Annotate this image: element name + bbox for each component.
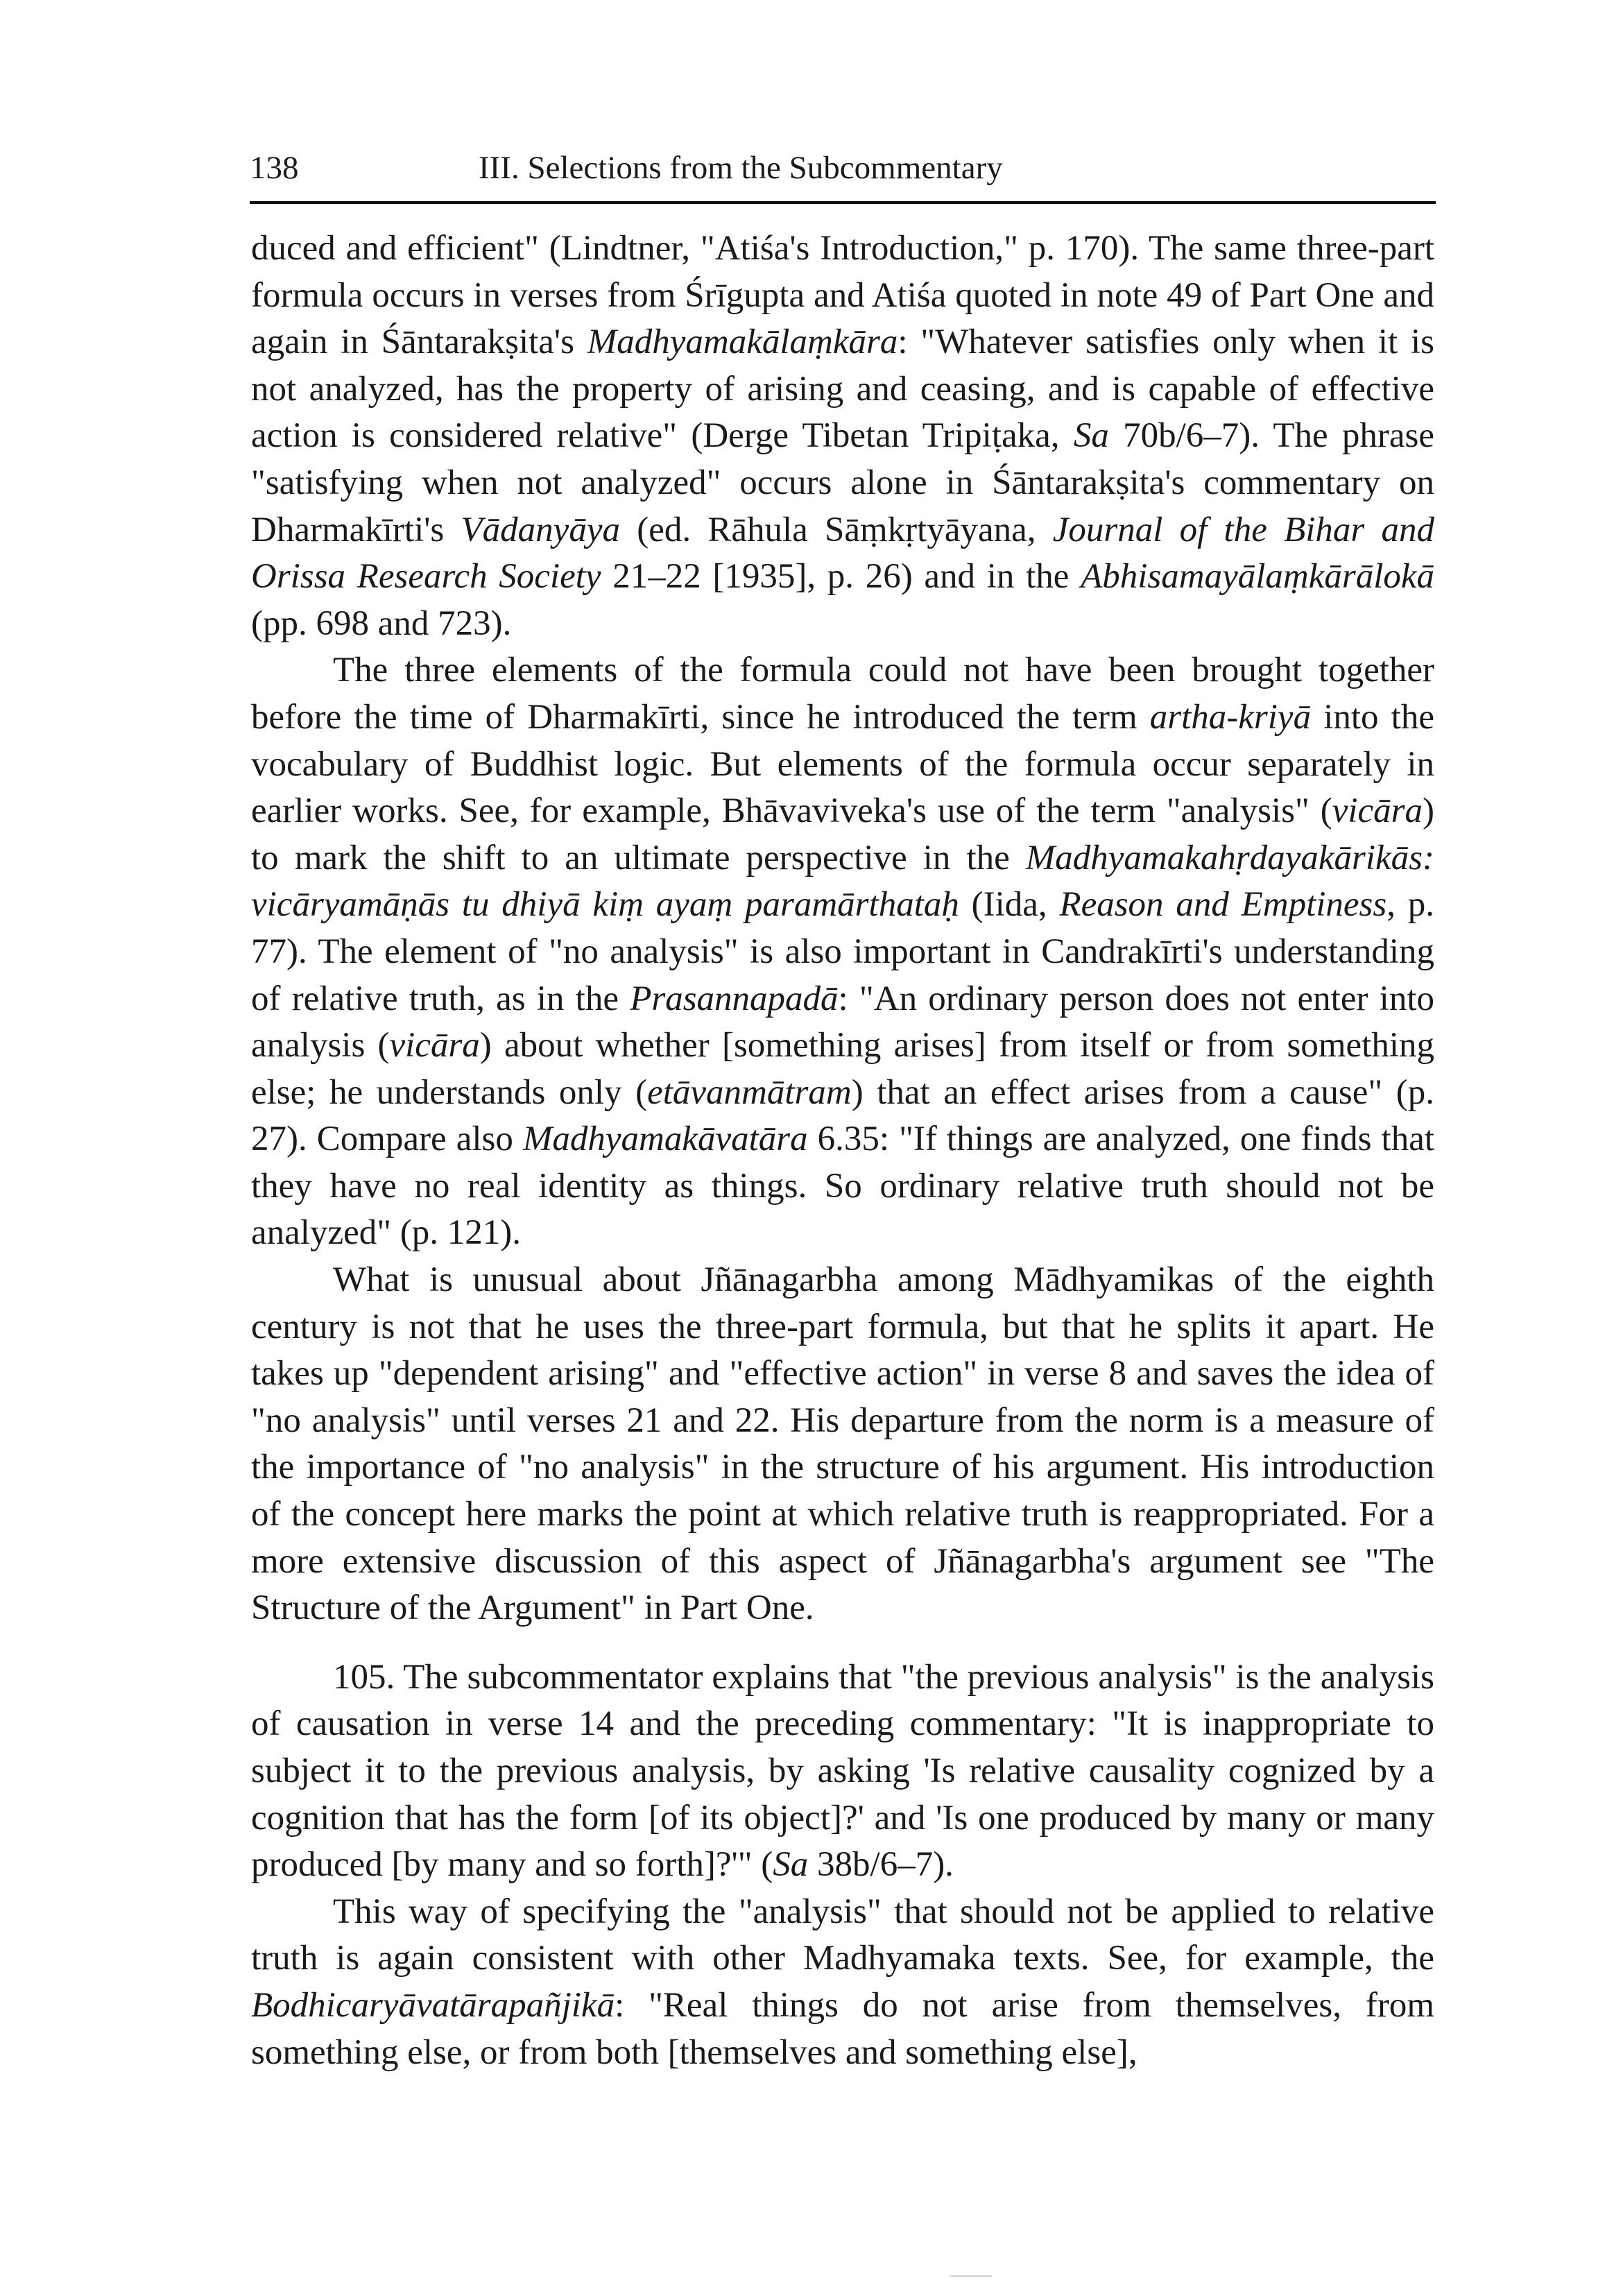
running-title: III. Selections from the Subcommentary: [479, 150, 1003, 186]
note-105: 105. The subcommentator explains that "the previous analysis" is the analysis of causation in verse 14 and the preceding commentary: "It is inappropriate to subject it to the previous analysis, by asking 'Is relative causality cognized by a cognition that has the form [of its object]?' and 'Is one produced by many or many produced [by many and so forth]?'" (Sa 38b/6–7).: [251, 1657, 1434, 1885]
paragraph-5: This way of specifying the "analysis" that should not be applied to relative truth is again consistent with other Madhyamaka texts. See, for example, the Bodhicaryāvatārapañjikā: "Real things do not arise from themselves, from something else, or from both [themselves and something else],: [251, 1892, 1434, 2072]
paragraph-2: The three elements of the formula could not have been brought together before the time of Dharmakīrti, since he introduced the term artha-kriyā into the vocabulary of Buddhist logic. But elements of the formula occur separately in earlier works. See, for example, Bhāvaviveka's use of the term "analysis" (vicāra) to mark the shift to an ultimate perspective in the Madhyamakahṛdayakārikās: vicāryamāṇās tu dhiyā kiṃ ayaṃ paramārthataḥ (Iida, Reason and Emptiness, p. 77). The element of "no analysis" is also important in Candrakīrti's understanding of relative truth, as in the Prasannapadā: "An ordinary person does not enter into analysis (vicāra) about whether [something arises] from itself or from something else; he understands only (etāvanmātram) that an effect arises from a cause" (p. 27). Compare also Madhyamakāvatāra 6.35: "If things are analyzed, one finds that they have no real identity as things. So ordinary relative truth should not be analyzed" (p. 121).: [251, 651, 1435, 1253]
paragraph-1: duced and efficient" (Lindtner, "Atiśa's Introduction," p. 170). The same three-part formula occurs in verses from Śrīgupta and Atiśa quoted in note 49 of Part One and again in Śāntarakṣita's Madhyamakālaṃkāra: "Whatever satisfies only when it is not analyzed, has the property of arising and ceasing, and is capable of effective action is considered relative" (Derge Tibetan Tripiṭaka, Sa 70b/6–7). The phrase "satisfying when not analyzed" occurs alone in Śāntarakṣita's commentary on Dharmakīrti's Vādanyāya (ed. Rāhula Sāṃkṛtyāyana, Journal of the Bihar and Orissa Research Society 21–22 [1935], p. 26) and in the Abhisamayālaṃkārālokā (pp. 698 and 723).: [251, 229, 1435, 643]
running-header: [250, 149, 1436, 198]
paragraph-3: What is unusual about Jñānagarbha among Mādhyamikas of the eighth century is not that he uses the three-part formula, but that he splits it apart. He takes up "dependent arising" and "effective action" in verse 8 and saves the idea of "no analysis" until verses 21 and 22. His departure from the norm is a measure of the importance of "no analysis" in the structure of his argument. His introduction of the concept here marks the point at which relative truth is reappropriated. For a more extensive discussion of this aspect of Jñānagarbha's argument see "The Structure of the Argument" in Part One.: [251, 1260, 1434, 1628]
body-text: [251, 225, 1434, 2076]
page-number: 138: [250, 150, 299, 186]
header-rule: [250, 201, 1436, 204]
scan-smudge: [950, 2275, 992, 2277]
